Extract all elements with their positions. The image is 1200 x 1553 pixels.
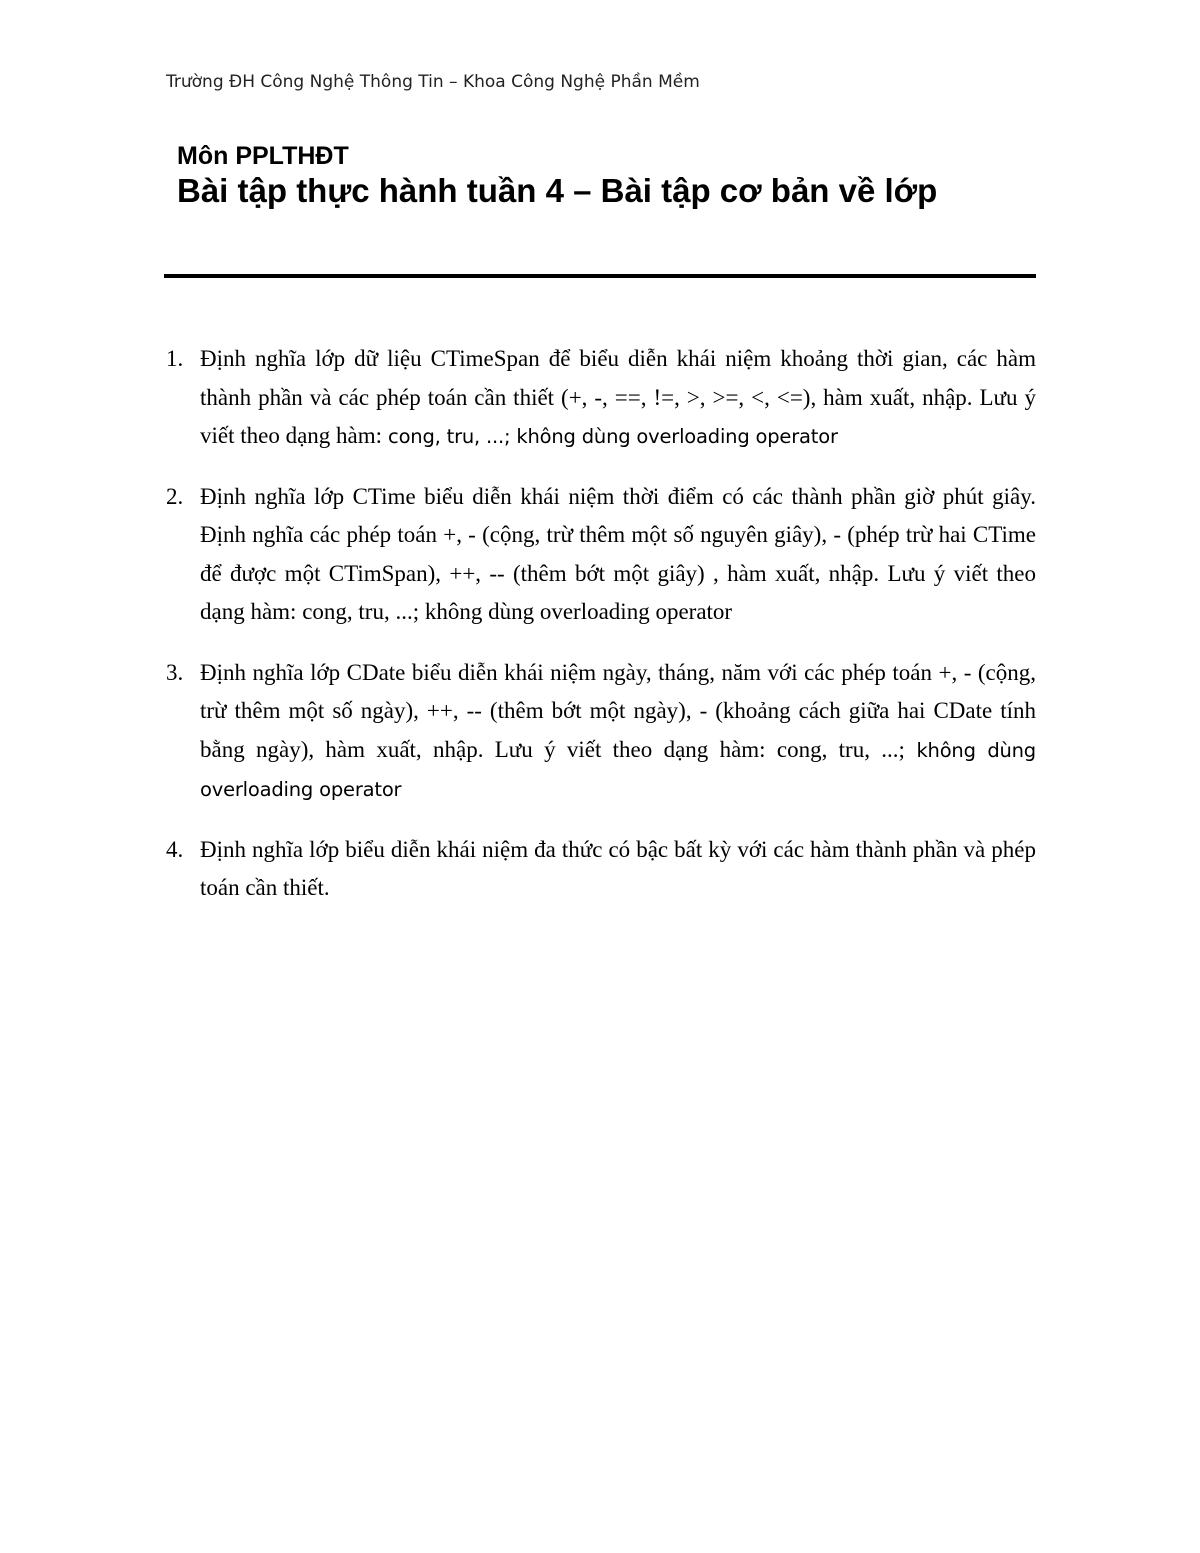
exercise-number: 4. (166, 836, 184, 862)
exercise-item-4 (164, 831, 1036, 909)
title-divider (164, 274, 1036, 278)
exercise-note: không dùng overloading operator (200, 738, 1036, 801)
exercise-item-1 (164, 340, 1036, 457)
document-title: Bài tập thực hành tuần 4 – Bài tập cơ bản về lớp (177, 172, 938, 209)
course-name: Môn PPLTHĐT (177, 142, 349, 170)
exercise-text: Định nghĩa lớp CTime biểu diễn khái niệm thời điểm có các thành phần giờ phút giây. Định nghĩa các phép toán +, - (cộng, trừ thêm một số nguyên giây), - (phép trừ hai CTime để được một CTimSpan), ++, -- (thêm bớt một giây) , hàm xuất, nhập. Lưu ý viết theo dạng hàm: cong, tru, ...; không dùng overloading operator (200, 483, 1036, 624)
exercise-list (164, 340, 1036, 930)
exercise-number: 1. (166, 346, 184, 371)
exercise-text: Định nghĩa lớp dữ liệu CTimeSpan để biểu diễn khái niệm khoảng thời gian, các hàm thành phần và các phép toán cần thiết (+, -, ==, !=, >, >=, <, <=), hàm xuất, nhập. Lưu ý viết theo dạng hàm: (200, 346, 1036, 448)
exercise-item-2 (164, 478, 1036, 633)
exercise-item-3 (164, 654, 1036, 810)
exercise-number: 3. (166, 659, 184, 685)
exercise-text: Định nghĩa lớp biểu diễn khái niệm đa thức có bậc bất kỳ với các hàm thành phần và phép toán cần thiết. (200, 836, 1036, 900)
page-header: Trường ĐH Công Nghệ Thông Tin – Khoa Công Nghệ Phần Mềm (166, 72, 700, 92)
exercise-note: cong, tru, ...; không dùng overloading operator (382, 425, 838, 448)
exercise-text: Định nghĩa lớp CDate biểu diễn khái niệm ngày, tháng, năm với các phép toán +, - (cộng, trừ thêm một số ngày), ++, -- (thêm bớt một ngày), - (khoảng cách giữa hai CDate tính bằng ngày), hàm xuất, nhập. Lưu ý viết theo dạng hàm: cong, tru, ...; (200, 659, 1036, 762)
exercise-number: 2. (166, 483, 184, 509)
